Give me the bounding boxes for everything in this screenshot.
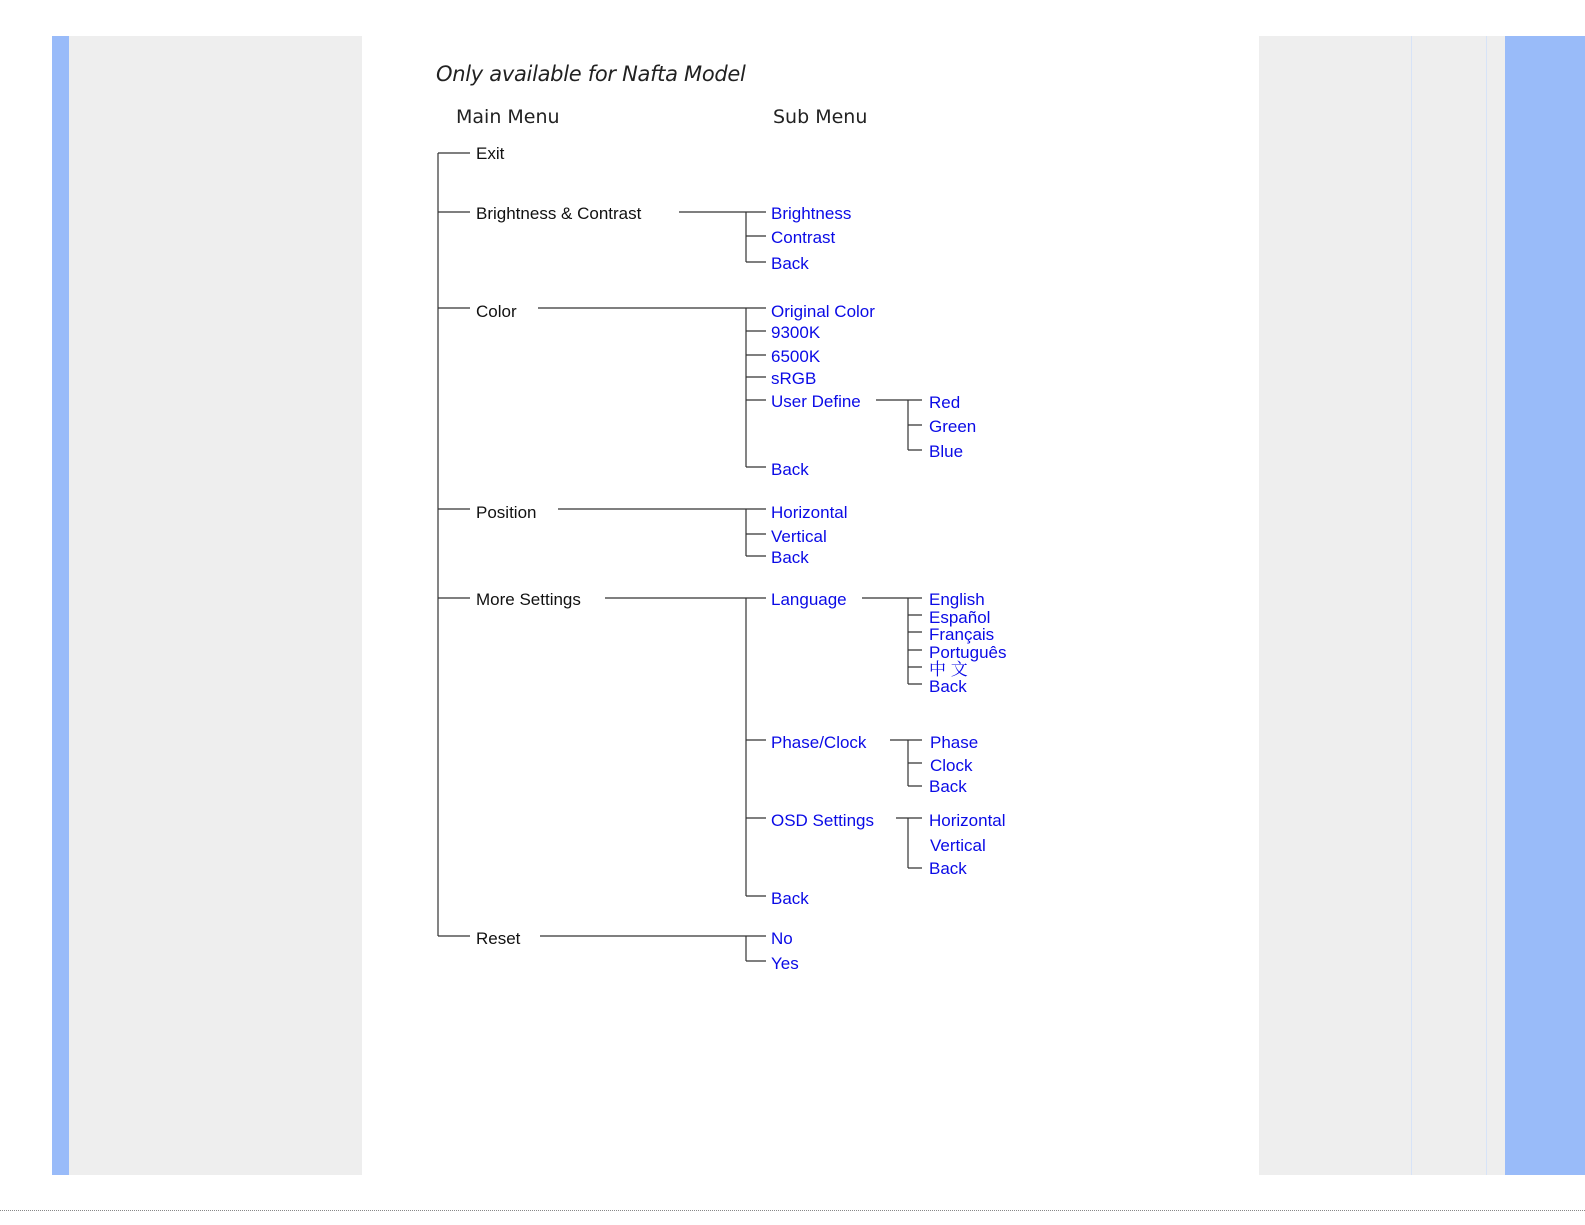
sub-trunk-line <box>746 308 766 467</box>
sub-trunk-line <box>746 598 766 896</box>
language-item-back: Back <box>929 677 967 696</box>
language-item-chinese: 中 文 <box>929 660 968 679</box>
branch-line <box>538 212 766 936</box>
user-define-item-red: Red <box>929 393 961 412</box>
sub-menu-header: Sub Menu <box>773 106 868 128</box>
submenu-item-back: Back <box>771 889 809 908</box>
phase-clock-item-back: Back <box>929 777 967 796</box>
submenu-item-vertical: Vertical <box>771 527 827 546</box>
third-level-line <box>876 400 922 450</box>
menu-item-exit: Exit <box>476 144 505 163</box>
submenu-item-osd-settings: OSD Settings <box>771 811 874 830</box>
phase-clock-item-phase: Phase <box>930 733 979 752</box>
sub-trunk-line <box>746 936 766 961</box>
third-level-line <box>896 818 922 868</box>
branch-line <box>438 153 470 936</box>
osd-item-back: Back <box>929 859 967 878</box>
phase-clock-item-clock: Clock <box>930 756 973 775</box>
submenu-item-user-define: User Define <box>771 392 861 411</box>
language-item-english: English <box>929 590 985 609</box>
third-level-line <box>890 740 922 786</box>
user-define-item-green: Green <box>929 417 977 436</box>
submenu-item-no: No <box>771 929 793 948</box>
menu-item-position: Position <box>476 503 537 522</box>
user-define-item-blue: Blue <box>929 442 964 461</box>
osd-item-horizontal: Horizontal <box>929 811 1006 830</box>
submenu-item-back: Back <box>771 548 809 567</box>
submenu-item-9300k: 9300K <box>771 323 821 342</box>
submenu-item-original-color: Original Color <box>771 302 875 321</box>
page-heading: Only available for Nafta Model <box>436 62 746 86</box>
language-item-espanol: Español <box>929 608 991 627</box>
menu-item-more-settings: More Settings <box>476 590 581 609</box>
sub-trunk-line <box>746 509 766 556</box>
submenu-item-horizontal: Horizontal <box>771 503 848 522</box>
third-level-line <box>862 598 922 684</box>
submenu-item-yes: Yes <box>771 954 799 973</box>
osd-item-vertical: Vertical <box>930 836 986 855</box>
submenu-item-6500k: 6500K <box>771 347 821 366</box>
menu-item-color: Color <box>476 302 517 321</box>
menu-item-brightness-contrast: Brightness & Contrast <box>476 204 642 223</box>
submenu-item-brightness: Brightness <box>771 204 852 223</box>
submenu-item-back: Back <box>771 460 809 479</box>
main-menu-header: Main Menu <box>456 106 560 128</box>
submenu-item-srgb: sRGB <box>771 369 817 388</box>
submenu-item-language: Language <box>771 590 847 609</box>
submenu-item-contrast: Contrast <box>771 228 836 247</box>
submenu-item-back: Back <box>771 254 809 273</box>
language-item-portugues: Português <box>929 643 1007 662</box>
sub-trunk-line <box>746 212 766 262</box>
language-item-francais: Français <box>929 625 995 644</box>
menu-item-reset: Reset <box>476 929 521 948</box>
submenu-item-phase-clock: Phase/Clock <box>771 733 867 752</box>
